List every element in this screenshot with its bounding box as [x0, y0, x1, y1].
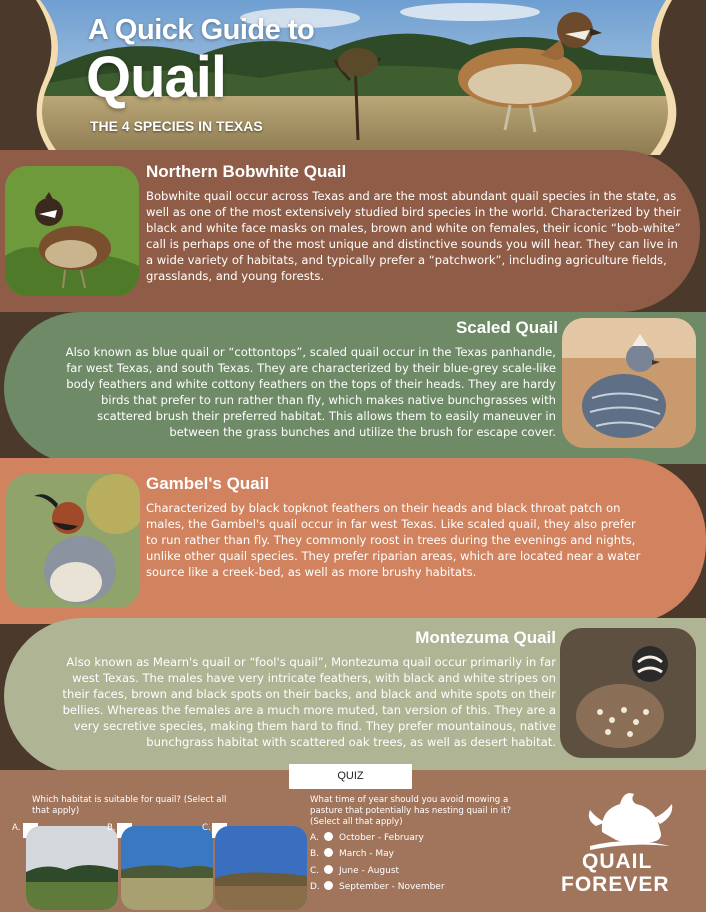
species-name: Scaled Quail	[455, 318, 558, 337]
page-subtitle: THE 4 SPECIES IN TEXAS	[90, 118, 263, 134]
radio-dot[interactable]	[324, 865, 333, 874]
species-description: Also known as blue quail or “cottontops”, scaled quail occur in the Texas panhandle, far west Texas, and south Texas. They are characterized by their blue-grey scale-like body feathers and white cottony feathers on the tops of their heads. They are hardy birds that prefer to run rather than fly, which makes native bunchgrasses with scattered brush their preferred habitat. This allows them to easily maneuver in between the grass bunches and utilize the brush for escape cover.	[65, 345, 556, 439]
species-card-gambels	[0, 458, 706, 624]
option-letter: B.	[310, 849, 320, 859]
radio-dot[interactable]	[324, 832, 333, 841]
habitat-b-image	[121, 826, 213, 910]
option-label: September - November	[339, 882, 445, 892]
gambels-quail-photo	[6, 474, 140, 608]
page-title-line2: Quail	[86, 45, 227, 110]
radio-dot[interactable]	[324, 848, 333, 857]
mowing-option-a[interactable]	[310, 832, 424, 846]
option-letter: C.	[310, 866, 320, 876]
montezuma-quail-photo	[560, 628, 696, 758]
option-label: October - February	[339, 833, 424, 843]
species-card-bobwhite	[0, 150, 700, 312]
logo-text-forever: FOREVER	[561, 873, 670, 896]
radio-dot[interactable]	[324, 881, 333, 890]
habitat-a-image	[26, 826, 118, 910]
species-description: Bobwhite quail occur across Texas and are the most abundant quail species in the state, as well as one of the most extensively studied bird species in the world. Characterized by their black and white face masks on males, brown and white on females, their iconic “bob-white” call is perhaps one of the most unique and distinctive sounds you will hear. They can live in a wide variety of habitats, and typically prefer a “patchwork”, including agriculture fields, grasslands, and young forests.	[146, 189, 681, 283]
header	[0, 0, 706, 155]
species-name: Gambel's Quail	[146, 474, 270, 493]
scaled-quail-photo	[562, 318, 696, 448]
option-letter-c: C.	[202, 823, 211, 833]
option-letter: D.	[310, 882, 320, 892]
mowing-option-c[interactable]	[310, 865, 399, 879]
species-description: Characterized by black topknot feathers on their heads and black throat patch on males, the Gambel's quail occur in far west Texas. Like scaled quail, they also prefer to run rather than fly. They commonly roost in trees during the evenings and nights, unlike other quail species. They prefer riparian areas, which are located near a water source like a creek-bed, as well as more brushy habitats.	[146, 501, 641, 579]
mowing-option-b[interactable]	[310, 848, 394, 862]
quiz-question-2: What time of year should you avoid mowing a pasture that potentially has nesting quail in it? (Select all that apply)	[310, 795, 512, 827]
quiz-question-1: Which habitat is suitable for quail? (Select all that apply)	[32, 795, 227, 816]
option-letter: A.	[310, 833, 319, 843]
species-name: Montezuma Quail	[415, 628, 556, 647]
bobwhite-photo	[5, 166, 139, 296]
option-letter-a: A.	[12, 823, 21, 833]
quiz-label: QUIZ	[289, 764, 412, 789]
habitat-c-image	[215, 826, 307, 910]
mowing-option-d[interactable]	[310, 881, 445, 895]
option-label: March - May	[339, 849, 395, 859]
species-card-montezuma	[4, 618, 706, 774]
species-description: Also known as Mearn's quail or “fool's quail”, Montezuma quail occur primarily in far west Texas. The males have very intricate feathers, with black and white stripes on their faces, brown and black spots on their backs, and black and white spots on their bellies. Whereas the females are a much more muted, tan version of this. They are a very secretive species, making them hard to find. They prefer mountainous, native bunchgrass habitat with scattered oak trees, as well as desert habitat.	[62, 655, 556, 749]
logo-text-quail: QUAIL	[582, 850, 653, 873]
option-label: June - August	[339, 866, 400, 876]
option-letter-b: B.	[107, 823, 116, 833]
page-title-line1: A Quick Guide to	[88, 14, 315, 46]
species-name: Northern Bobwhite Quail	[146, 162, 347, 181]
species-card-scaled	[4, 312, 706, 464]
